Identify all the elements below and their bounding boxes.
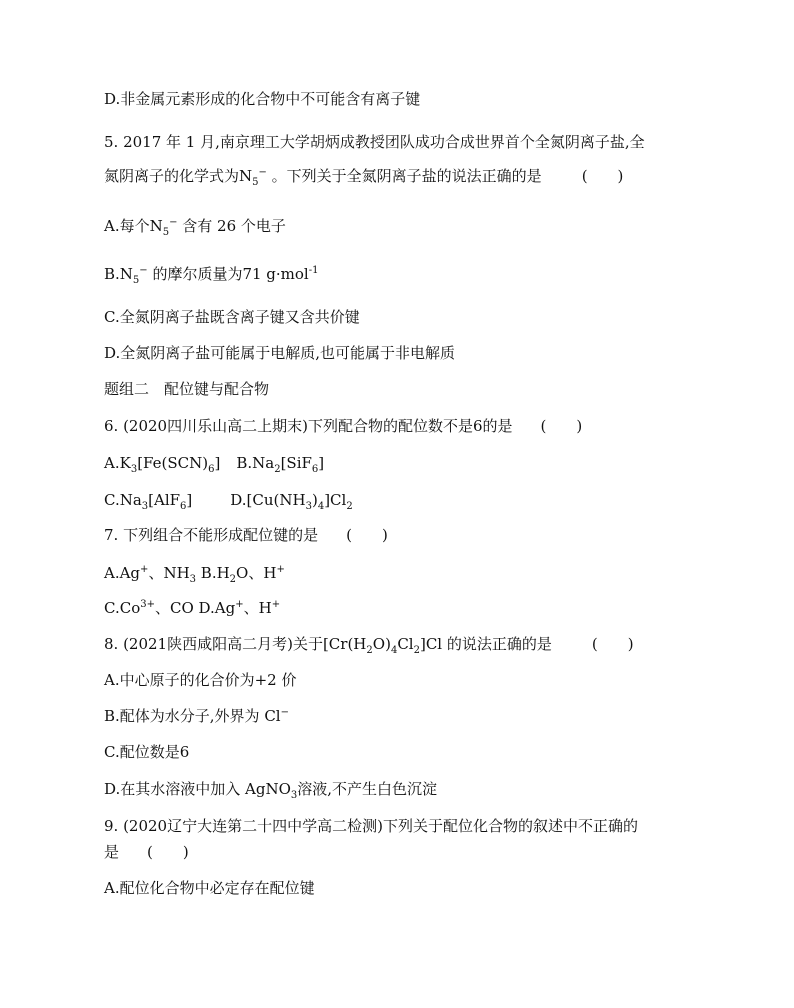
section-heading-group2: 题组二 配位键与配合物 bbox=[104, 380, 270, 398]
answer-paren: ( ) bbox=[346, 526, 388, 544]
question-5-option-a: A.每个$N_5^-$ 含有 26 个电子 bbox=[104, 217, 286, 238]
question-9-stem-line1: 9. (2020辽宁大连第二十四中学高二检测)下列关于配位化合物的叙述中不正确的 bbox=[104, 817, 638, 835]
question-5-option-d: D.全氮阴离子盐可能属于电解质,也可能属于非电解质 bbox=[104, 344, 456, 362]
question-8-option-a: A.中心原子的化合价为+2 价 bbox=[104, 671, 297, 689]
question-9-option-a: A.配位化合物中必定存在配位键 bbox=[104, 879, 315, 897]
question-5-stem-line2: 氮阴离子的化学式为$N_5^-$ 。下列关于全氮阴离子盐的说法正确的是 ( ) bbox=[104, 167, 624, 188]
answer-paren: ( ) bbox=[540, 417, 583, 435]
question-9-stem-line2: 是 ( ) bbox=[104, 843, 189, 861]
question-5-option-b: $B.N_5^-$ 的摩尔质量为71 g·mol$^{-1}$ bbox=[104, 265, 319, 286]
answer-paren: ( ) bbox=[147, 843, 189, 861]
question-6-stem: 6. (2020四川乐山高二上期末)下列配合物的配位数不是6的是 ( ) bbox=[104, 417, 583, 435]
question-5-option-c: C.全氮阴离子盐既含离子键又含共价键 bbox=[104, 308, 360, 326]
question-8-stem: 8. (2021陕西咸阳高二月考)关于$[Cr(H_2O)_4Cl_2]Cl$ 的说法正确的是 ( ) bbox=[104, 635, 634, 656]
question-8-option-d: D.在其水溶液中加入 AgNO$_3$溶液,不产生白色沉淀 bbox=[104, 780, 438, 801]
question-8-option-b: B.配体为水分子,外界为 Cl− bbox=[104, 707, 289, 725]
answer-paren: ( ) bbox=[591, 635, 634, 653]
answer-paren: ( ) bbox=[581, 167, 624, 185]
question-5-stem-line1: 5. 2017 年 1 月,南京理工大学胡炳成教授团队成功合成世界首个全氮阴离子盐,全 bbox=[104, 133, 645, 151]
question-7-options-cd: $C.Co^{3+}$、CO D.Ag+、H+ bbox=[104, 599, 281, 617]
question-7-stem: 7. 下列组合不能形成配位键的是 ( ) bbox=[104, 526, 388, 544]
question-7-options-ab: A.Ag+、$NH_3$ $B.H_2O$、H+ bbox=[104, 564, 285, 585]
question-6-options-ab: $A.K_3[Fe(SCN)_6]$ $B.Na_2[SiF_6]$ bbox=[104, 454, 325, 475]
option-d-line: D.非金属元素形成的化合物中不可能含有离子键 bbox=[104, 90, 421, 108]
question-6-options-cd: $C.Na_3[AlF_6]$ $D.[Cu(NH_3)_4]Cl_2$ bbox=[104, 491, 353, 512]
question-8-option-c: C.配位数是6 bbox=[104, 743, 190, 761]
